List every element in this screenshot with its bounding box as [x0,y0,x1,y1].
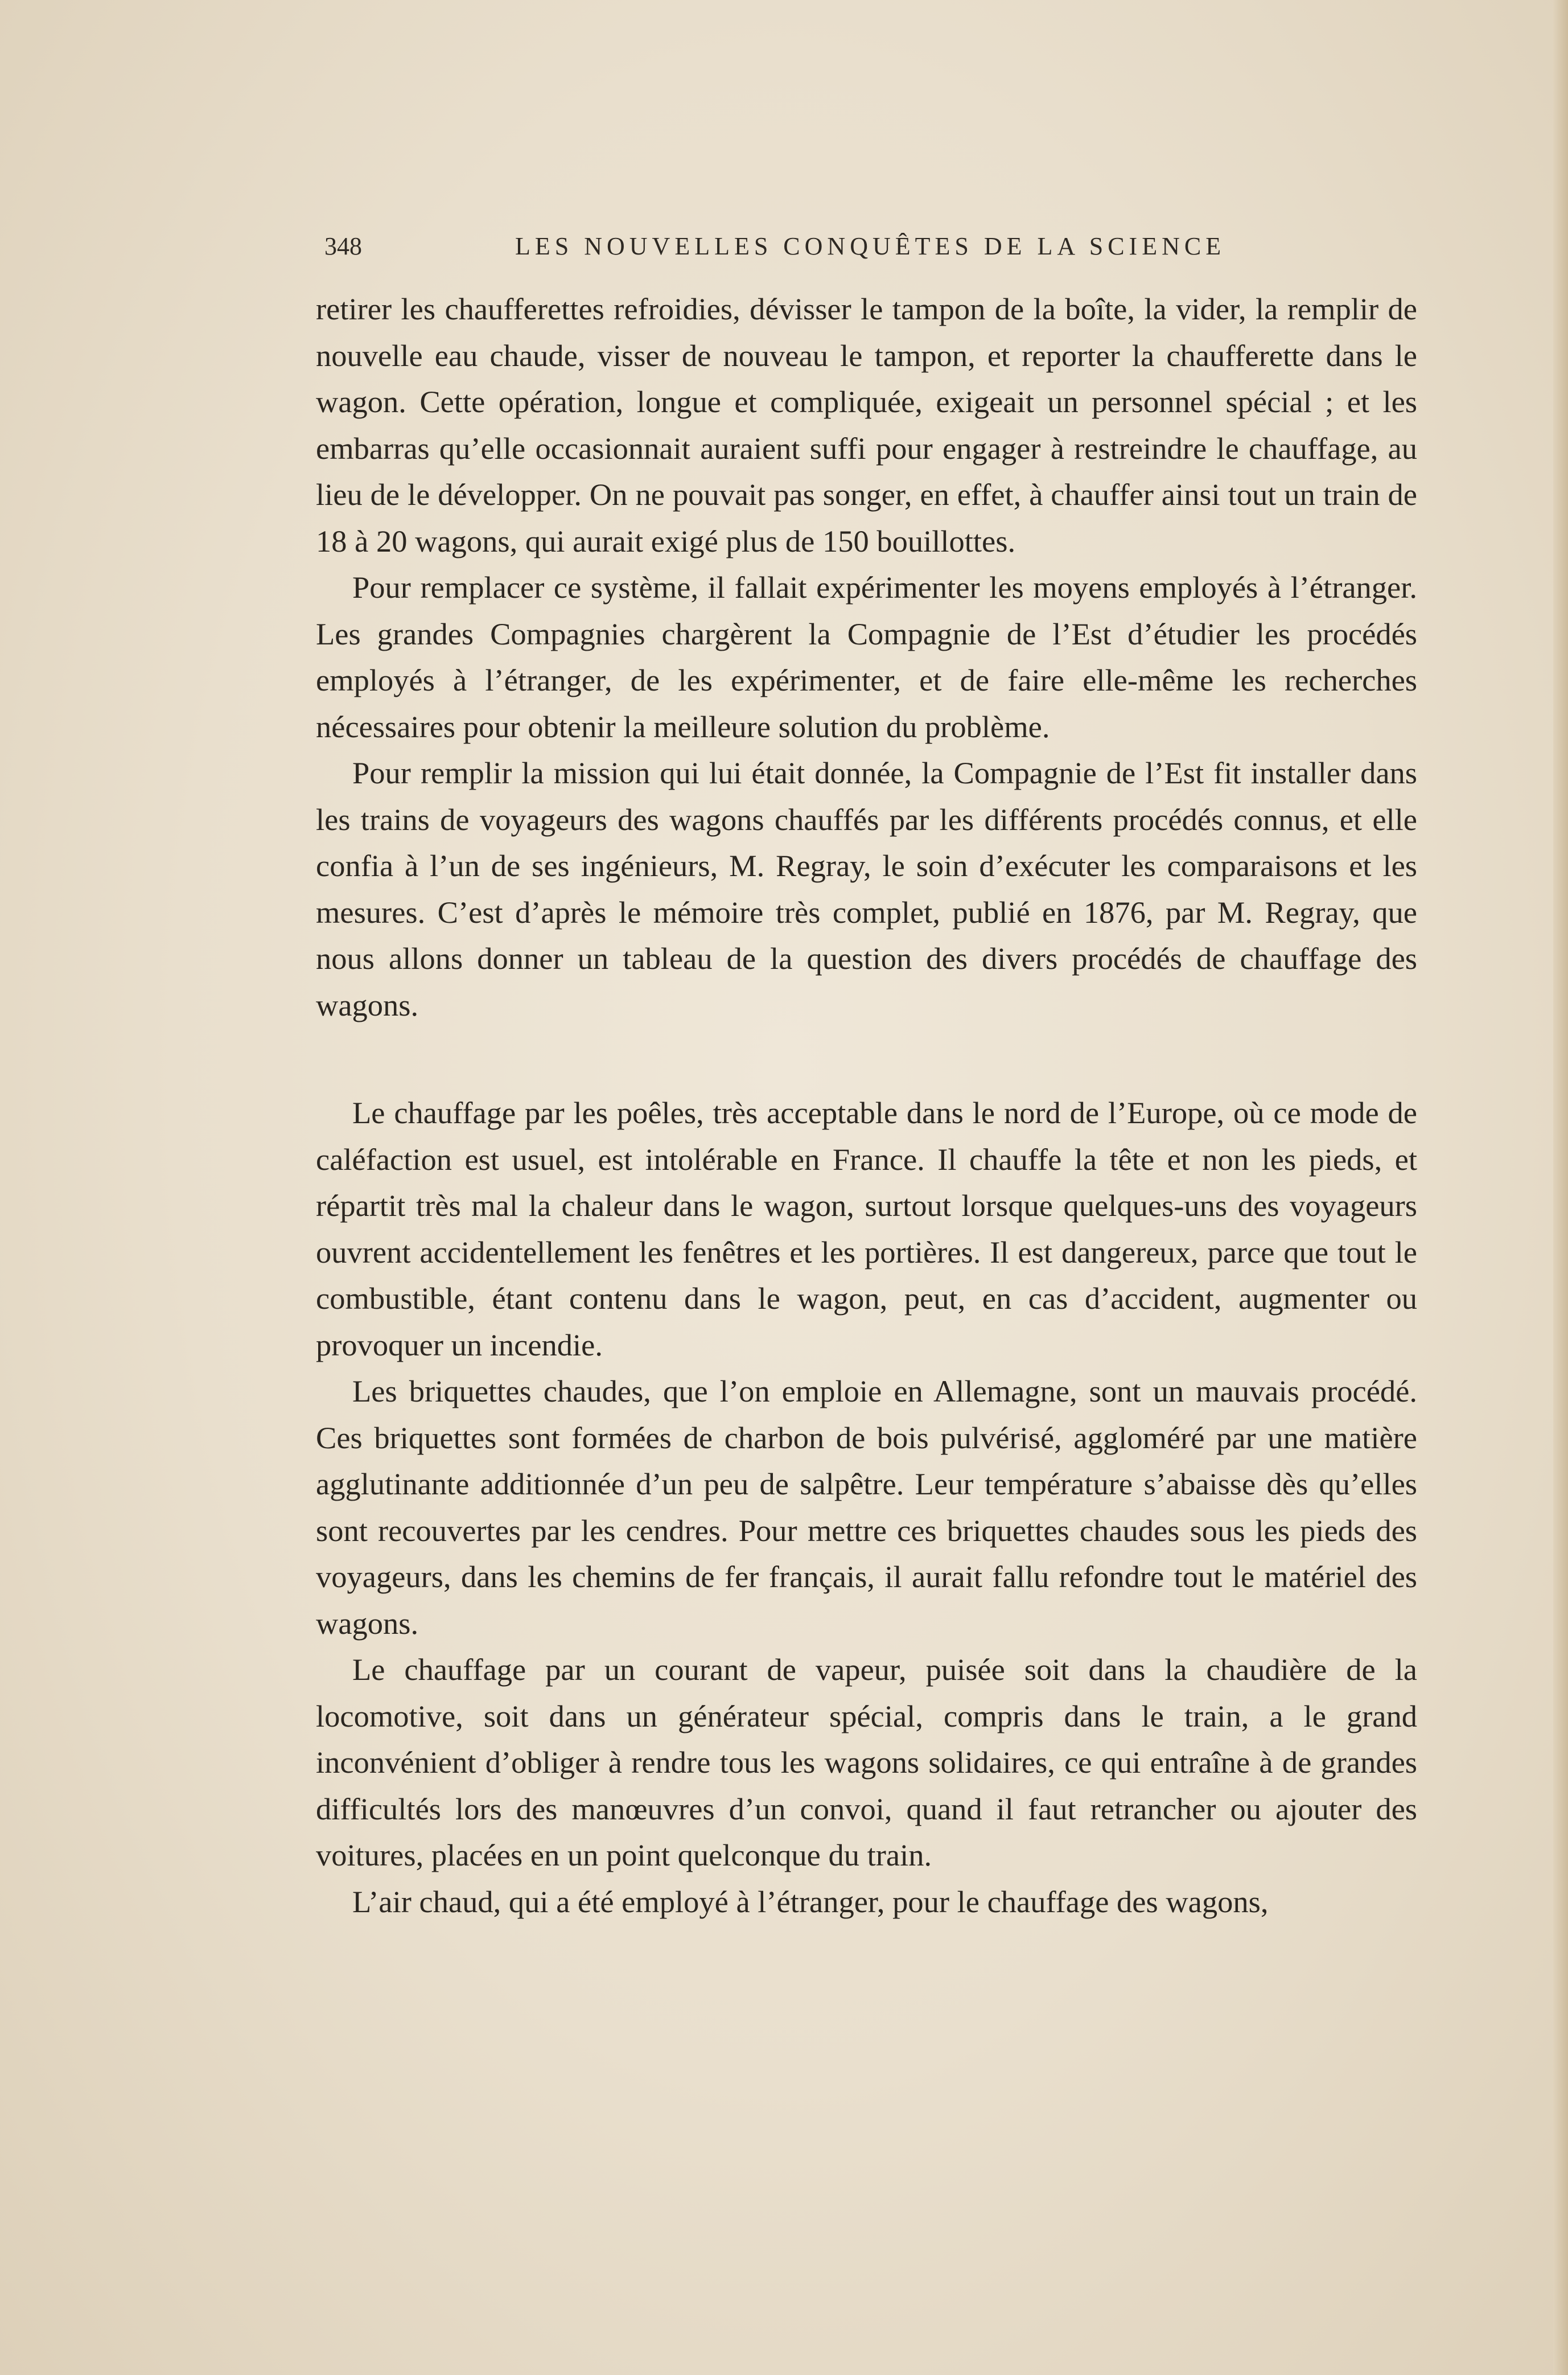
page-header [324,227,1417,266]
page-edge-shadow [1553,0,1568,2375]
page-number: 348 [324,232,362,260]
paragraph-continued: retirer les chaufferettes refroidies, dévisser le tampon de la boîte, la vider, la remplir de nouvelle eau chaude, visser de nouveau le tampon, et reporter la chaufferette dans le wagon. Cette opération, longue et compliquée, exigeait un personnel spécial ; et les embarras qu’elle occasionnait auraient suffi pour engager à restreindre le chauffage, au lieu de le développer. On ne pouvait pas songer, en effet, à chauffer ainsi tout un train de 18 à 20 wagons, qui aurait exigé plus de 150 bouillottes. [316,291,1417,558]
paragraph: Le chauffage par les poêles, très acceptable dans le nord de l’Europe, où ce mode de caléfaction est usuel, est intolérable en France. Il chauffe la tête et non les pieds, et répartit très mal la chaleur dans le wagon, surtout lorsque quelques-uns des voyageurs ouvrent accidentellement les fenêtres et les portières. Il est dangereux, parce que tout le combustible, étant contenu dans le wagon, peut, en cas d’accident, augmenter ou provoquer un incendie. [316,1095,1417,1362]
running-title: LES NOUVELLES CONQUÊTES DE LA SCIENCE [515,232,1226,260]
paragraph: Pour remplacer ce système, il fallait expérimenter les moyens employés à l’étranger. Les grandes Compagnies chargèrent la Compagnie de l’Est d’étudier les procédés employés à l’étranger, de les expérimenter, et de faire elle-même les recherches nécessaires pour obtenir la meilleure solution du problème. [316,570,1417,744]
section-gap [316,1028,1417,1090]
body-text [316,286,1417,1925]
paragraph-truncated: L’air chaud, qui a été employé à l’étranger, pour le chauffage des wagons, [352,1884,1269,1919]
paragraph: Le chauffage par un courant de vapeur, puisée soit dans la chaudière de la locomotive, soit dans un générateur spécial, compris dans le train, a le grand inconvénient d’obliger à rendre tous les wagons solidaires, ce qui entraîne à de grandes difficultés lors des manœuvres d’un convoi, quand il faut retrancher ou ajouter des voitures, placées en un point quelconque du train. [316,1652,1417,1872]
paragraph: Les briquettes chaudes, que l’on emploie en Allemagne, sont un mauvais procédé. Ces briquettes sont formées de charbon de bois pulvérisé, aggloméré par une matière agglutinante additionnée d’un peu de salpêtre. Leur température s’abaisse dès qu’elles sont recouvertes par les cendres. Pour mettre ces briquettes chaudes sous les pieds des voyageurs, dans les chemins de fer français, il aurait fallu refondre tout le matériel des wagons. [316,1374,1417,1641]
paragraph: Pour remplir la mission qui lui était donnée, la Compagnie de l’Est fit installer dans les trains de voyageurs des wagons chauffés par les différents procédés connus, et elle confia à l’un de ses ingénieurs, M. Regray, le soin d’exécuter les comparaisons et les mesures. C’est d’après le mémoire très complet, publié en 1876, par M. Regray, que nous allons donner un tableau de la question des divers procédés de chauffage des wagons. [316,755,1417,1022]
